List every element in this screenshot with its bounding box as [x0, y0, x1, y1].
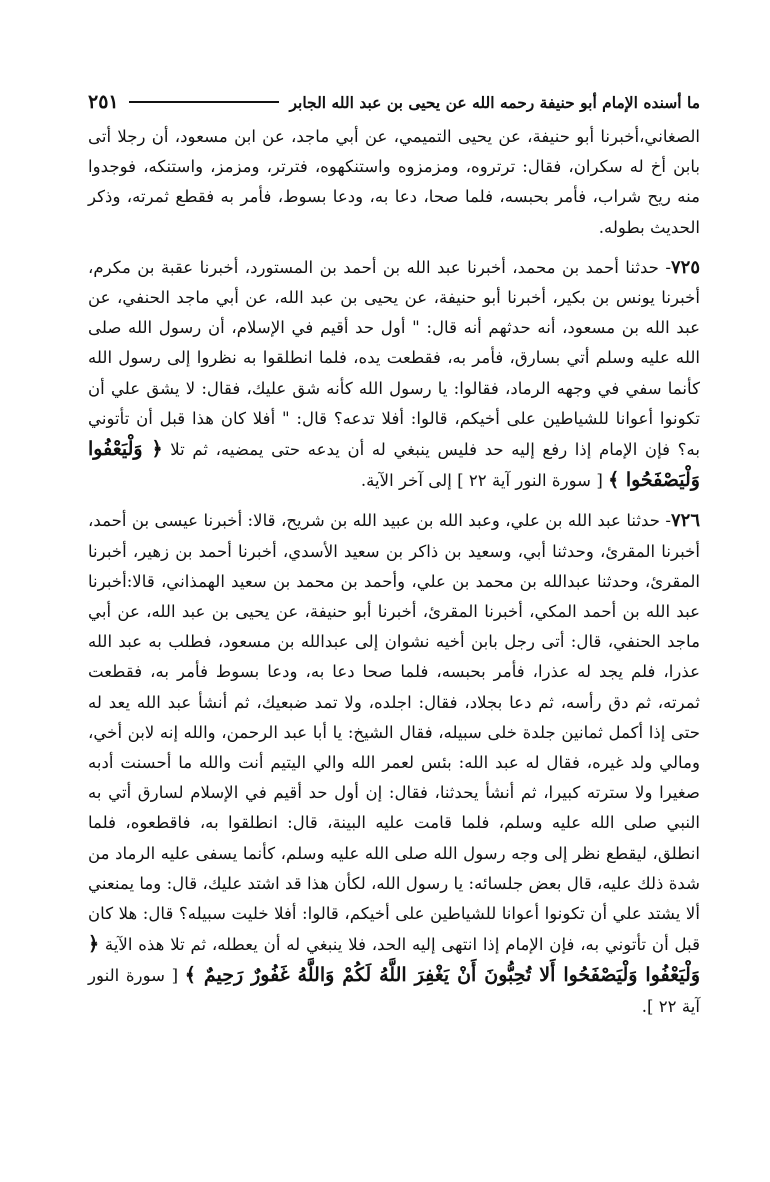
hadith-number: ٧٢٦ [670, 510, 700, 532]
paragraph-continuation [88, 122, 700, 243]
running-title: ما أسنده الإمام أبو حنيفة رحمه الله عن يحيى بن عبد الله الجابر [289, 92, 700, 112]
hadith-725 [88, 253, 700, 497]
paragraph-text: الصغاني،أخبرنا أبو حنيفة، عن يحيى التميمي، عن أبي ماجد، عن ابن مسعود، أن رجلا أتى بابن أخ له سكران، فقال: ترتروه، ومزمزوه واستنكهوه، فترتر، ومزمز، واستنكه، فوجدوا منه ريح شراب، فأمر بحبسه، فلما صحا، دعا به، ودعا بسوط، فأمر به فقطع ثمرته، وذكر الحديث بطوله. [88, 127, 700, 237]
quran-verse: ﴿ وَلْيَعْفُوا وَلْيَصْفَحُوا أَلا تُحِبُّونَ أَنْ يَغْفِرَ اللَّهُ لَكُمْ وَاللَّهُ غَفُورٌ رَحِيمٌ ﴾ [88, 933, 700, 987]
page-body [88, 122, 700, 1032]
hadith-number: ٧٢٥ [671, 256, 701, 278]
page-number: ٢٥١ [88, 91, 119, 113]
quran-verse: ﴿ وَلْيَعْفُوا وَلْيَصْفَحُوا ﴾ [88, 438, 700, 492]
paragraph-text: - حدثنا عبد الله بن علي، وعبد الله بن عبيد الله بن شريح، قالا: أخبرنا عيسى بن أحمد، أخبرنا المقرئ، وحدثنا أبي، وسعيد بن ذاكر بن سعيد الأسدي، أخبرنا أحمد بن زهير، أخبرنا المقرئ، وحدثنا عبدالله بن محمد بن علي، وأحمد بن محمد بن سعيد الهمذاني، قالا:أخبرنا عبد الله بن أحمد المكي، أخبرنا المقرئ، أخبرنا أبو حنيفة، عن يحيى بن عبد الله، عن أبي ماجد الحنفي، قال: أتى رجل بابن أخيه نشوان إلى عبدالله بن مسعود، فطلب به عبد الله عذرا، فلم يجد له عذرا، فأمر بحبسه، فلما صحا دعا به، ودعا بسوط فأمر به، فقطعت ثمرته، ثم دق رأسه، ثم دعا بجلاد، فقال: اجلده، ولا تمد ضبعيك، ثم أنشأ عبد الله يعد له حتى إذا أكمل ثمانين جلدة خلى سبيله، فقال الشيخ: يا أبا عبد الرحمن، والله إنه لابن أخي، ومالي ولد غيره، فقال له عبد الله: بئس لعمر الله والي اليتيم أنت والله ما أحسنت أدبه صغيرا ولا سترته كبيرا، ثم أنشأ يحدثنا، فقال: إن أول حد أقيم في الإسلام لسارق أتي به النبي صلى الله عليه وسلم، فلما قامت عليه البينة، قال: انطلقوا به، فاقطعوه، فلما انطلق، ليقطع نظر إلى وجه رسول الله صلى الله عليه وسلم، كأنما يسفى عليه الرماد من شدة ذلك عليه، قال بعض جلسائه: يا رسول الله، لكأن هذا قد اشتد عليك، قال: وما يمنعني ألا يشتد علي أن تكونوا أعوانا للشياطين على أخيكم، قالوا: أفلا خليت سبيله؟ قال: هلا كان قبل أن تأتوني به، فإن الإمام إذا انتهى إليه الحد، فلا ينبغي له أن يعطله، ثم تلا هذه الآية [88, 511, 700, 955]
verse-reference: [ سورة النور آية ٢٢ ] إلى آخر الآية. [360, 471, 603, 491]
header-rule [129, 101, 280, 103]
hadith-726 [88, 506, 700, 1021]
page-header [88, 84, 700, 120]
verse-reference: [ سورة النور آية ٢٢ ]. [88, 966, 700, 1016]
paragraph-text: - حدثنا أحمد بن محمد، أخبرنا عبد الله بن أحمد بن المستورد، أخبرنا عقبة بن مكرم، أخبرنا يونس بن بكير، أخبرنا أبو حنيفة، عن يحيى بن عبد الله، عن أبي ماجد الحنفي، عن عبد الله بن مسعود، أنه حدثهم أنه قال: " أول حد أقيم في الإسلام، أن رسول الله صلى الله عليه وسلم أتي بسارق، فأمر به، فقطعت يده، فلما انطلقوا به نظروا إلى رسول الله كأنما سفي في وجهه الرماد، فقالوا: يا رسول الله كأنه شق عليك، فقال: لا يشق علي أن تكونوا أعوانا للشياطين على أخيكم، قالوا: أفلا تدعه؟ قال: " أفلا كان هذا قبل أن تأتوني به؟ فإن الإمام إذا رفع إليه حد فليس ينبغي له أن يدعه حتى يمضيه، ثم تلا [88, 257, 700, 460]
